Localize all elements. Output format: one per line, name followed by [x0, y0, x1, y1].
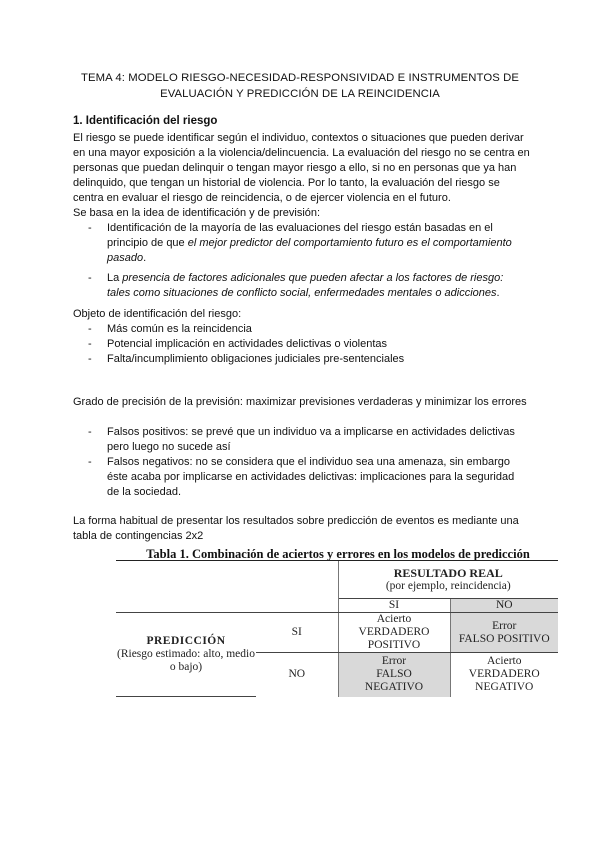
basis-list: [88, 221, 528, 301]
list-item: - Falsos negativos: no se considera que el individuo sea una amenaza, sin embargo éste acaba por implicarse en actividades delictivas: implicaciones para la seguridad de la sociedad.: [88, 455, 528, 500]
list-item: - Falsos positivos: se prevé que un individuo va a implicarse en actividades delictivas pero luego no sucede así: [88, 425, 528, 455]
title-line-1: TEMA 4: MODELO RIESGO-NECESIDAD-RESPONSIVIDAD E INSTRUMENTOS DE: [81, 72, 519, 84]
row-header-no: NO: [288, 668, 306, 681]
col-header-no: NO: [450, 599, 558, 613]
basis-paragraph: Se basa en la idea de identificación y de previsión:: [73, 207, 321, 219]
cell-false-negative: Error FALSO NEGATIVO: [338, 653, 450, 697]
list-item: - Falta/incumplimiento obligaciones judiciales pre-sentenciales: [88, 352, 528, 367]
list-item: - Potencial implicación en actividades delictivas o violentas: [88, 337, 528, 352]
col-header-si: SI: [338, 599, 450, 613]
intro-paragraph: El riesgo se puede identificar según el individuo, contextos o situaciones que pueden derivar en una mayor exposición a la violencia/delincuencia. La evaluación del riesgo no se centra en personas que puedan delinquir o tengan mayor riesgo a ello, si no en personas que ya han delinquido, que tengan un historial de violencia. Por lo tanto, la evaluación del riesgo se centra en evaluar el riesgo de reincidencia, o de ejercer violencia en el futuro.: [73, 132, 530, 204]
contingency-paragraph: La forma habitual de presentar los resultados sobre predicción de eventos es mediante una tabla de contingencias 2x2: [73, 515, 519, 542]
document-title: [70, 70, 530, 102]
real-result-header: RESULTADO REAL (por ejemplo, reincidencia): [338, 561, 558, 599]
object-label: Objeto de identificación del riesgo:: [73, 308, 242, 320]
object-list: [88, 322, 528, 367]
list-item: - Más común es la reincidencia: [88, 322, 528, 337]
table-caption: Tabla 1. Combinación de aciertos y errores en los modelos de predicción: [146, 547, 530, 561]
list-item: - Identificación de la mayoría de las evaluaciones del riesgo están basadas en el principio de que el mejor predictor del comportamiento futuro es el comportamiento pasado.: [88, 221, 528, 266]
precision-paragraph: Grado de precisión de la previsión: maximizar previsiones verdaderas y minimizar los errores: [73, 396, 527, 408]
prediction-label: PREDICCIÓN (Riesgo estimado: alto, medio o bajo): [116, 613, 256, 697]
title-line-2: EVALUACIÓN Y PREDICCIÓN DE LA REINCIDENCIA: [160, 88, 440, 100]
list-item: - La presencia de factores adicionales que pueden afectar a los factores de riesgo: tales como situaciones de conflicto social, enfermedades mentales o adicciones.: [88, 271, 528, 301]
table-corner: [116, 561, 338, 599]
row-header-si: SI: [256, 613, 338, 653]
section-heading: 1. Identificación del riesgo: [73, 115, 218, 127]
cell-false-positive: Error FALSO POSITIVO: [450, 613, 558, 653]
cell-true-negative: Acierto VERDADERO NEGATIVO: [450, 653, 558, 697]
cell-true-positive: Acierto VERDADERO POSITIVO: [338, 613, 450, 653]
precision-list: [88, 425, 528, 500]
prediction-table: [116, 560, 558, 697]
